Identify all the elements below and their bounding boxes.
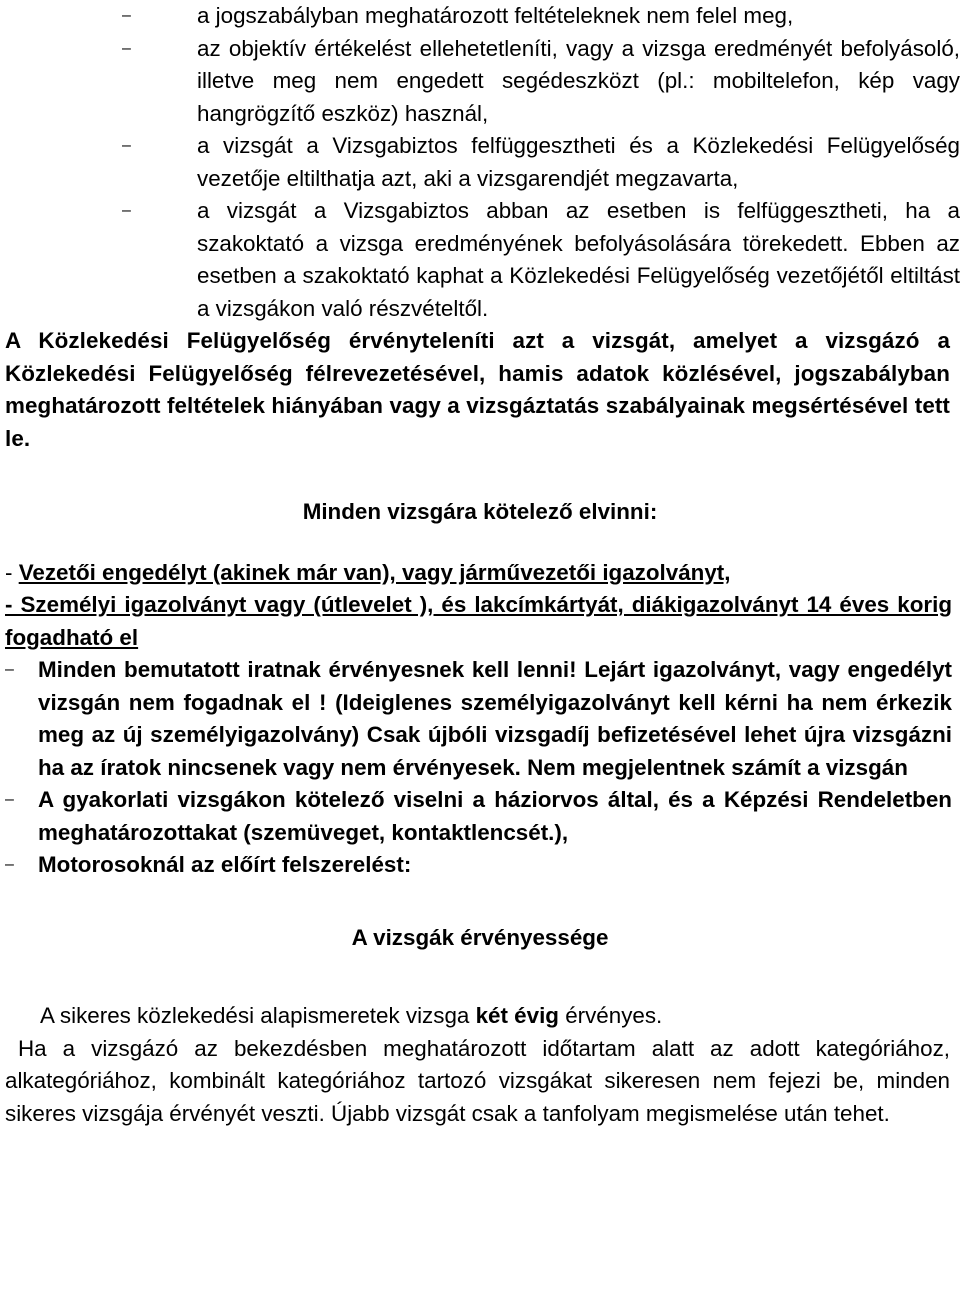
list-item — [0, 0, 960, 33]
exam-suspension-list — [0, 0, 960, 325]
list-item-text: Minden bemutatott iratnak érvényesnek kell lenni! Lejárt igazolványt, vagy engedélyt vizsgán nem fogadnak el ! (Ideiglenes személyigazolványt kell kérni ha nem érkezik meg az új személyigazolvány) Csak újbóli vizsgadíj befizetésével lehet újra vizsgázni ha az íratok nincsenek vagy nem érvényesek. Nem megjelentnek számít a vizsgán — [38, 657, 952, 780]
dash-bullet: – — [122, 202, 131, 219]
dash-bullet: – — [122, 39, 131, 57]
validity-text: A sikeres közlekedési alapismeretek vizsga — [40, 1003, 476, 1028]
validity-text: érvényes. — [558, 1003, 663, 1028]
list-item — [0, 784, 960, 849]
list-item-text: a vizsgát a Vizsgabiztos felfüggesztheti és a Közlekedési Felügyelőség vezetője eltilthatja azt, aki a vizsgarendjét megzavarta, — [197, 133, 960, 191]
required-items-list — [0, 654, 960, 882]
list-item-text: Motorosoknál az előírt felszerelést: — [38, 852, 412, 877]
invalidation-paragraph: A Közlekedési Felügyelőség érvényteleníti azt a vizsgát, amelyet a vizsgázó a Közlekedési Felügyelőség félrevezetésével, hamis adatok közlésével, jogszabályban meghatározott feltételek hiányában vagy a vizsgáztatás szabályainak megsértésével tett le. — [5, 328, 950, 451]
dash-bullet: – — [5, 661, 14, 678]
list-item-text: A gyakorlati vizsgákon kötelező viselni a háziorvos által, és a Képzési Rendeletben meghatározottakat (szemüveget, kontaktlencsét.), — [38, 787, 952, 845]
dash-bullet: – — [5, 791, 14, 808]
list-item — [0, 195, 960, 325]
dash-bullet: – — [5, 856, 14, 873]
dash-bullet: – — [122, 137, 131, 154]
validity-paragraph-2: Ha a vizsgázó az bekezdésben meghatározott időtartam alatt az adott kategóriához, alkategóriához, kombinált kategóriához tartozó vizsgákat sikeresen nem fejezi be, minden sikeres vizsgája érvényét veszti. Újabb vizsgát csak a tanfolyam megismelése után tehet. — [5, 1035, 950, 1126]
license-requirement: Vezetői engedélyt (akinek már van), vagy járművezetői igazolványt, — [18, 559, 731, 585]
list-item — [0, 33, 960, 131]
validity-duration: két évig — [475, 1003, 559, 1028]
validity-heading: A vizsgák érvényessége — [351, 924, 609, 950]
list-item-text: a vizsgát a Vizsgabiztos abban az esetben is felfüggesztheti, ha a szakoktató a vizsga eredményének befolyásolására törekedett. Ebben az esetben a szakoktató kaphat a Közlekedési Felügyelőség vezetőjétől eltiltást a vizsgákon való részvételtől. — [197, 198, 960, 321]
required-line-id-card: - Személyi igazolványt vagy (útlevelet ), és lakcímkártyát, diákigazolványt 14 éves korig fogadható el — [5, 592, 952, 650]
required-items-heading: Minden vizsgára kötelező elvinni: — [302, 499, 658, 524]
list-item — [0, 654, 960, 784]
list-item — [0, 130, 960, 195]
list-item — [0, 849, 960, 882]
validity-paragraph-1 — [0, 1000, 960, 1033]
list-item-text: az objektív értékelést ellehetetleníti, vagy a vizsga eredményét befolyásoló, illetve meg nem engedett segédeszközt (pl.: mobiltelefon, kép vagy hangrögzítő eszköz) használ, — [197, 35, 960, 126]
line-prefix: - — [5, 559, 19, 585]
dash-bullet: – — [122, 7, 131, 24]
required-line-license — [0, 557, 960, 590]
list-item-text: a jogszabályban meghatározott feltételeknek nem felel meg, — [197, 3, 794, 28]
